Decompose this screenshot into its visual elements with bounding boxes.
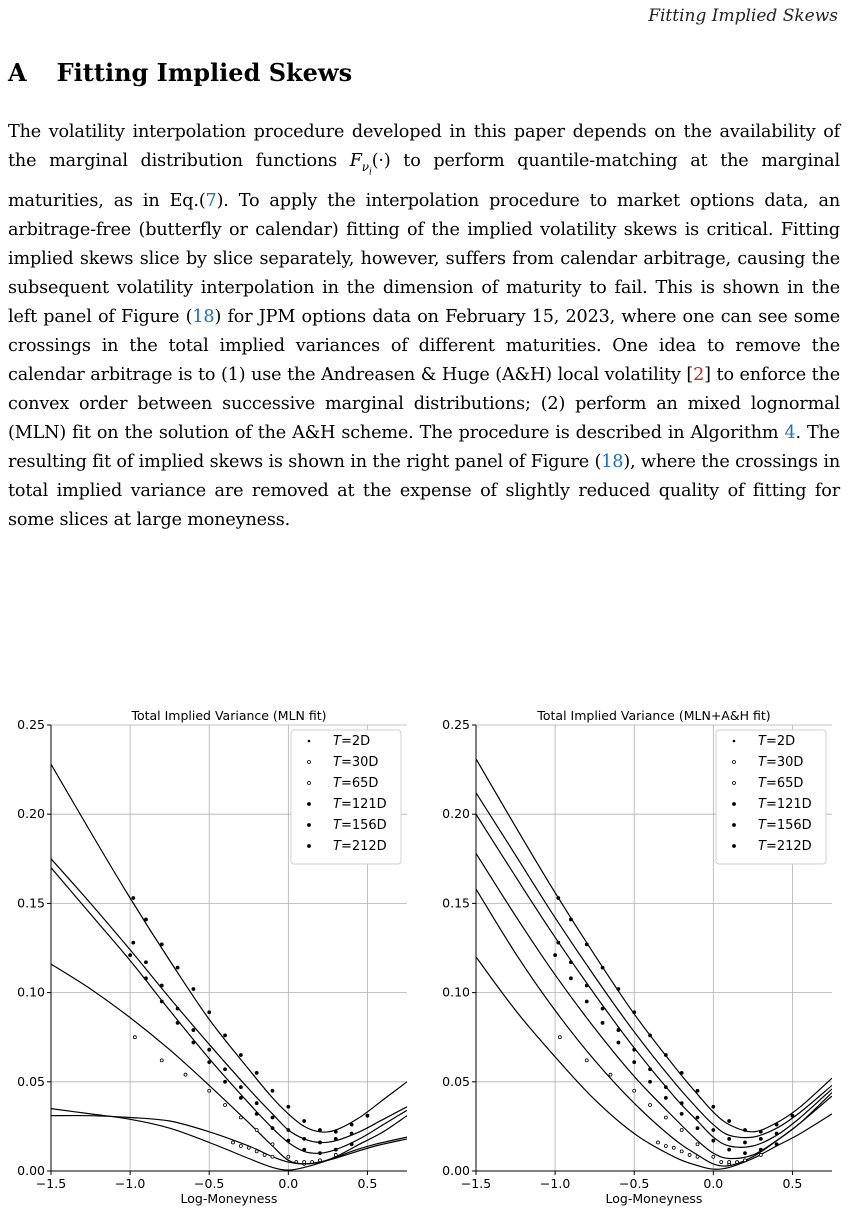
data-point <box>712 1105 715 1108</box>
data-point <box>680 1071 683 1074</box>
data-point <box>759 1137 762 1140</box>
data-point <box>680 1112 683 1115</box>
data-point <box>271 1089 274 1092</box>
data-point <box>633 1061 636 1064</box>
series-line-1 <box>51 1116 407 1164</box>
data-point <box>649 1068 652 1071</box>
data-point <box>696 1089 699 1092</box>
paragraph-text: ] to enforce the convex order between successive marginal distributions; (2) perform an mixed lognormal (MLN) fit on the solution of the A&H scheme. The procedure is described in Algorithm <box>8 364 840 443</box>
data-point <box>224 1080 227 1083</box>
data-point <box>569 961 572 964</box>
data-point <box>318 1141 321 1144</box>
figure-ref-link[interactable]: 18 <box>601 451 624 472</box>
running-head: Fitting Implied Skews <box>648 6 838 26</box>
data-point <box>617 1041 620 1044</box>
data-point <box>271 1143 274 1146</box>
data-point <box>649 1080 652 1083</box>
math-F: $F_{\nu_i}$ <box>349 151 372 177</box>
data-point <box>239 1096 242 1099</box>
data-point <box>144 977 147 980</box>
data-point <box>775 1132 778 1135</box>
data-point <box>680 1102 683 1105</box>
data-point <box>664 1145 667 1148</box>
x-tick-label: 0.0 <box>703 1176 724 1191</box>
data-point <box>585 1000 588 1003</box>
data-point <box>160 1000 163 1003</box>
data-point <box>569 918 572 921</box>
data-point <box>664 1116 667 1119</box>
data-point <box>557 897 560 900</box>
data-point <box>176 966 179 969</box>
data-point <box>791 1114 794 1117</box>
data-point <box>601 1021 604 1024</box>
data-point <box>759 1130 762 1133</box>
data-point <box>554 954 557 957</box>
legend-marker <box>308 824 311 827</box>
data-point <box>239 1054 242 1057</box>
data-point <box>350 1132 353 1135</box>
data-point <box>255 1102 258 1105</box>
series-line-4 <box>51 859 407 1143</box>
data-point <box>664 1096 667 1099</box>
data-point <box>224 1068 227 1071</box>
equation-ref-link[interactable]: 7 <box>205 190 217 211</box>
data-point <box>696 1143 699 1146</box>
data-point <box>334 1137 337 1140</box>
data-point <box>585 1059 588 1062</box>
legend-label: T=2D <box>758 734 796 749</box>
figure-ref-link[interactable]: 18 <box>192 306 215 327</box>
data-point <box>255 1112 258 1115</box>
data-point <box>132 897 135 900</box>
chart-title: Total Implied Variance (MLN+A&H fit) <box>537 708 771 723</box>
data-point <box>192 988 195 991</box>
x-axis-label: Log-Moneyness <box>180 1191 278 1206</box>
data-point <box>601 1007 604 1010</box>
data-point <box>208 1011 211 1014</box>
data-point <box>208 1089 211 1092</box>
data-point <box>318 1159 321 1162</box>
legend-label: T=212D <box>333 839 387 854</box>
data-point <box>743 1141 746 1144</box>
data-point <box>617 1029 620 1032</box>
algorithm-ref-link[interactable]: 4 <box>784 422 796 443</box>
x-tick-label: 0.5 <box>357 1176 378 1191</box>
data-point <box>712 1155 715 1158</box>
legend-label: T=156D <box>333 818 387 833</box>
data-point <box>680 1128 683 1131</box>
data-point <box>303 1161 306 1164</box>
data-point <box>743 1159 746 1162</box>
x-tick-label: −0.5 <box>194 1176 225 1191</box>
data-point <box>176 1021 179 1024</box>
data-point <box>728 1137 731 1140</box>
x-tick-label: 0.5 <box>782 1176 803 1191</box>
x-tick-label: −1.0 <box>114 1176 146 1191</box>
x-tick-label: −1.5 <box>35 1176 67 1191</box>
citation-link[interactable]: 2 <box>693 364 705 385</box>
data-point <box>255 1071 258 1074</box>
data-point <box>696 1116 699 1119</box>
data-point <box>255 1128 258 1131</box>
data-point <box>318 1152 321 1155</box>
data-point <box>633 1048 636 1051</box>
y-tick-label: 0.20 <box>442 806 470 822</box>
chart-title: Total Implied Variance (MLN fit) <box>131 708 327 723</box>
data-point <box>160 1059 163 1062</box>
legend-marker <box>308 761 311 764</box>
legend-marker <box>308 740 310 742</box>
data-point <box>144 961 147 964</box>
data-point <box>287 1128 290 1131</box>
legend-label: T=30D <box>333 755 379 770</box>
body-paragraph <box>8 118 840 535</box>
data-point <box>133 1036 136 1039</box>
legend-marker <box>308 782 311 785</box>
x-tick-label: −1.5 <box>460 1176 492 1191</box>
x-tick-label: −1.0 <box>539 1176 571 1191</box>
paragraph-text: ), where the crossings in total implied variance are removed at the expense of slightly reduced quality of fitting for some slices at large moneyness. <box>8 451 840 530</box>
data-point <box>569 977 572 980</box>
data-point <box>144 918 147 921</box>
legend-marker <box>308 845 311 848</box>
data-point <box>224 1034 227 1037</box>
data-point <box>775 1123 778 1126</box>
data-point <box>303 1137 306 1140</box>
data-point <box>160 943 163 946</box>
data-point <box>176 1007 179 1010</box>
y-tick-label: 0.20 <box>17 806 45 822</box>
data-point <box>334 1148 337 1151</box>
legend-label: T=2D <box>333 734 371 749</box>
y-tick-label: 0.05 <box>17 1073 45 1089</box>
data-point <box>759 1153 762 1156</box>
data-point <box>743 1152 746 1155</box>
y-tick-label: 0.00 <box>17 1163 45 1178</box>
data-point <box>271 1116 274 1119</box>
legend-marker <box>733 740 735 742</box>
data-point <box>303 1120 306 1123</box>
y-tick-label: 0.15 <box>17 895 45 911</box>
data-point <box>696 1155 699 1158</box>
data-point <box>208 1061 211 1064</box>
data-point <box>350 1143 353 1146</box>
data-point <box>271 1127 274 1130</box>
data-point <box>366 1114 369 1117</box>
y-tick-label: 0.10 <box>442 984 470 1000</box>
data-point <box>132 941 135 944</box>
data-point <box>585 943 588 946</box>
data-point <box>239 1086 242 1089</box>
data-point <box>231 1141 234 1144</box>
legend-label: T=121D <box>333 797 387 812</box>
x-tick-label: −0.5 <box>619 1176 650 1191</box>
data-point <box>318 1128 321 1131</box>
legend-label: T=65D <box>333 776 379 791</box>
y-tick-label: 0.15 <box>442 895 470 911</box>
data-point <box>696 1127 699 1130</box>
series-line-0 <box>51 1109 407 1171</box>
y-tick-label: 0.25 <box>442 717 470 732</box>
data-point <box>649 1034 652 1037</box>
data-point <box>728 1161 731 1164</box>
data-point <box>672 1146 675 1149</box>
data-point <box>775 1143 778 1146</box>
data-point <box>350 1123 353 1126</box>
legend-label: T=121D <box>758 797 812 812</box>
data-point <box>743 1128 746 1131</box>
data-point <box>334 1130 337 1133</box>
data-point <box>287 1139 290 1142</box>
data-point <box>558 1036 561 1039</box>
data-point <box>303 1148 306 1151</box>
legend-label: T=212D <box>758 839 812 854</box>
data-point <box>664 1086 667 1089</box>
data-point <box>239 1116 242 1119</box>
legend-label: T=65D <box>758 776 804 791</box>
legend-label: T=156D <box>758 818 812 833</box>
paragraph-text: ) for JPM options data on February 15, 2023, where one can see some crossings in the total implied variances of different maturities. One idea to remove the calendar arbitrage is to (1) use the Andreasen & Huge (A&H) local volatility [ <box>8 306 840 385</box>
section-title: Fitting Implied Skews <box>56 58 353 87</box>
legend-marker <box>308 803 311 806</box>
data-point <box>712 1128 715 1131</box>
y-tick-label: 0.10 <box>17 984 45 1000</box>
data-point <box>728 1120 731 1123</box>
data-point <box>728 1148 731 1151</box>
series-line-3 <box>51 868 407 1154</box>
data-point <box>649 1103 652 1106</box>
data-point <box>160 984 163 987</box>
chart-left <box>0 700 423 1232</box>
data-point <box>759 1148 762 1151</box>
data-point <box>184 1073 187 1076</box>
data-point <box>192 1029 195 1032</box>
data-point <box>601 966 604 969</box>
data-point <box>192 1041 195 1044</box>
data-point <box>633 1089 636 1092</box>
data-point <box>557 941 560 944</box>
series-line-0 <box>476 957 832 1169</box>
data-point <box>736 1161 739 1164</box>
legend-marker <box>733 782 736 785</box>
data-point <box>247 1146 250 1149</box>
data-point <box>680 1150 683 1153</box>
section-heading <box>8 58 352 87</box>
paragraph-text: . The resulting fit of implied skews is shown in the right panel of Figure ( <box>8 422 840 472</box>
data-point <box>688 1153 691 1156</box>
data-point <box>720 1161 723 1164</box>
data-point <box>664 1054 667 1057</box>
y-tick-label: 0.00 <box>442 1163 470 1178</box>
data-point <box>263 1153 266 1156</box>
data-point <box>585 984 588 987</box>
y-tick-label: 0.25 <box>17 717 45 732</box>
data-point <box>633 1011 636 1014</box>
data-point <box>712 1139 715 1142</box>
paragraph-text: ). To apply the interpolation procedure to market options data, an arbitrage-free (butterfly or calendar) fitting of the implied volatility skews is critical. Fitting implied skews slice by slice separately, however, suffers from calendar arbitrage, causing the subsequent volatility interpolation in the dimension of maturity to fail. This is shown in the left panel of Figure ( <box>8 190 840 327</box>
paragraph-text: The volatility interpolation procedure developed in this paper depends on the availability of the marginal distribution functions <box>8 122 840 171</box>
paragraph-text: to perform quantile-matching at the marginal maturities, as in Eq.( <box>8 151 840 211</box>
data-point <box>617 988 620 991</box>
data-point <box>656 1141 659 1144</box>
figure <box>0 700 848 1232</box>
x-tick-label: 0.0 <box>278 1176 299 1191</box>
data-point <box>129 954 132 957</box>
data-point <box>287 1155 290 1158</box>
math-arg: (·) <box>371 151 391 171</box>
legend-marker <box>733 824 736 827</box>
data-point <box>271 1155 274 1158</box>
legend-marker <box>733 845 736 848</box>
x-axis-label: Log-Moneyness <box>605 1191 703 1206</box>
data-point <box>255 1150 258 1153</box>
y-tick-label: 0.05 <box>442 1073 470 1089</box>
data-point <box>287 1105 290 1108</box>
legend-label: T=30D <box>758 755 804 770</box>
data-point <box>239 1145 242 1148</box>
legend-marker <box>733 803 736 806</box>
data-point <box>334 1153 337 1156</box>
legend-marker <box>733 761 736 764</box>
chart-right <box>425 700 848 1232</box>
section-number: A <box>8 58 27 87</box>
data-point <box>208 1048 211 1051</box>
data-point <box>609 1073 612 1076</box>
data-point <box>224 1103 227 1106</box>
